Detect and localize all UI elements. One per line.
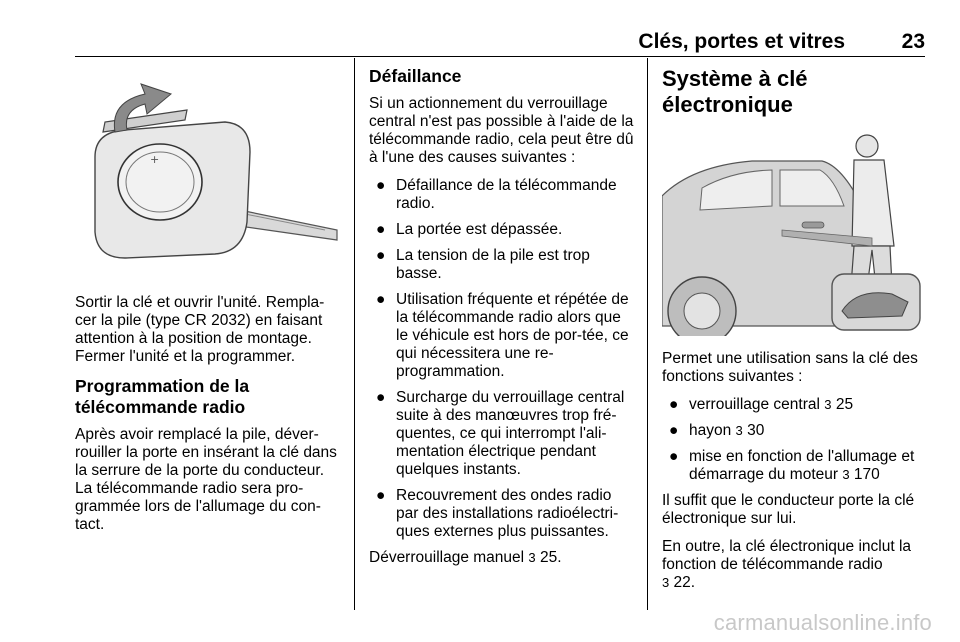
driver-carries-key-text: Il suffit que le conducteur porte la clé électronique sur lui.	[662, 492, 915, 527]
column-1	[75, 62, 343, 544]
column-divider-left	[354, 58, 355, 610]
column-divider-right	[647, 58, 648, 610]
programming-text: Après avoir remplacé la pile, déver-rouiller la porte en insérant la clé dans la serrure de la porte du conducteur. La télécommande radio sera pro-grammée lors de l'allumage du con-tact.	[75, 426, 337, 533]
bullet: ●	[376, 221, 386, 238]
bullet: ●	[376, 247, 386, 264]
electronic-key-functions-list	[662, 396, 927, 484]
failure-causes-list	[369, 177, 637, 541]
key-battery-illustration	[75, 62, 343, 280]
list-item: ● La tension de la pile est trop basse.	[376, 247, 590, 282]
section-heading-electronic-key: Système à clé électronique	[662, 66, 808, 117]
bullet: ●	[376, 487, 386, 504]
bullet: ●	[376, 291, 386, 308]
failure-intro: Si un actionnement du verrouillage central n'est pas possible à l'aide de la télécommande radio, cela peut être dû à l'une des causes suivantes :	[369, 95, 634, 166]
electronic-key-intro: Permet une utilisation sans la clé des fonctions suivantes :	[662, 350, 918, 385]
page-reference-icon: 3	[842, 467, 850, 482]
bullet: ●	[669, 448, 679, 465]
remote-control-reference: En outre, la clé électronique inclut la fonction de télécommande radio 3 22.	[662, 538, 912, 591]
bullet: ●	[376, 389, 386, 406]
page-header	[75, 26, 925, 57]
list-item: ● mise en fonction de l'allumage et démarrage du moteur 3 170	[669, 448, 915, 483]
column-2	[369, 62, 637, 577]
bullet: ●	[376, 177, 386, 194]
svg-text:+: +	[150, 153, 160, 166]
list-item: ● La portée est dépassée.	[376, 221, 563, 238]
list-item: ● Utilisation fréquente et répétée de la télécommande radio alors que le véhicule est hors de por-tée, ce qui nécessitera une re-programmation.	[376, 291, 629, 380]
instruction-text: Sortir la clé et ouvrir l'unité. Rempla-cer la pile (type CR 2032) en faisant attention à la position de montage. Fermer l'unité et la programmer.	[75, 294, 325, 365]
list-item: ● Recouvrement des ondes radio par des installations radioélectri-ques externes plus puissantes.	[376, 487, 619, 540]
bullet: ●	[669, 422, 679, 439]
section-heading-programming: Programmation de la télécommande radio	[75, 376, 250, 417]
page-reference-icon: 3	[528, 550, 536, 565]
list-item: ● Défaillance de la télécommande radio.	[376, 177, 617, 212]
watermark: carmanualsonline.info	[713, 610, 932, 635]
page-reference-icon: 3	[662, 575, 670, 590]
list-item: ● hayon 3 30	[669, 422, 765, 439]
column-3	[662, 62, 927, 602]
list-item: ● verrouillage central 3 25	[669, 396, 854, 413]
section-title: Clés, portes et vitres	[638, 30, 845, 53]
electronic-key-car-illustration	[662, 126, 927, 336]
section-heading-failure: Défaillance	[369, 66, 462, 86]
list-item: ● Surcharge du verrouillage central suite à des manœuvres trop fré-quentes, ce qui interrompt l'ali-mentation électrique pendant quelques instants.	[376, 389, 625, 478]
page-reference-icon: 3	[735, 423, 743, 438]
page-reference-icon: 3	[824, 397, 832, 412]
manual-unlock-reference: Déverrouillage manuel 3 25.	[369, 549, 562, 566]
bullet: ●	[669, 396, 679, 413]
page-number: 23	[901, 30, 925, 53]
